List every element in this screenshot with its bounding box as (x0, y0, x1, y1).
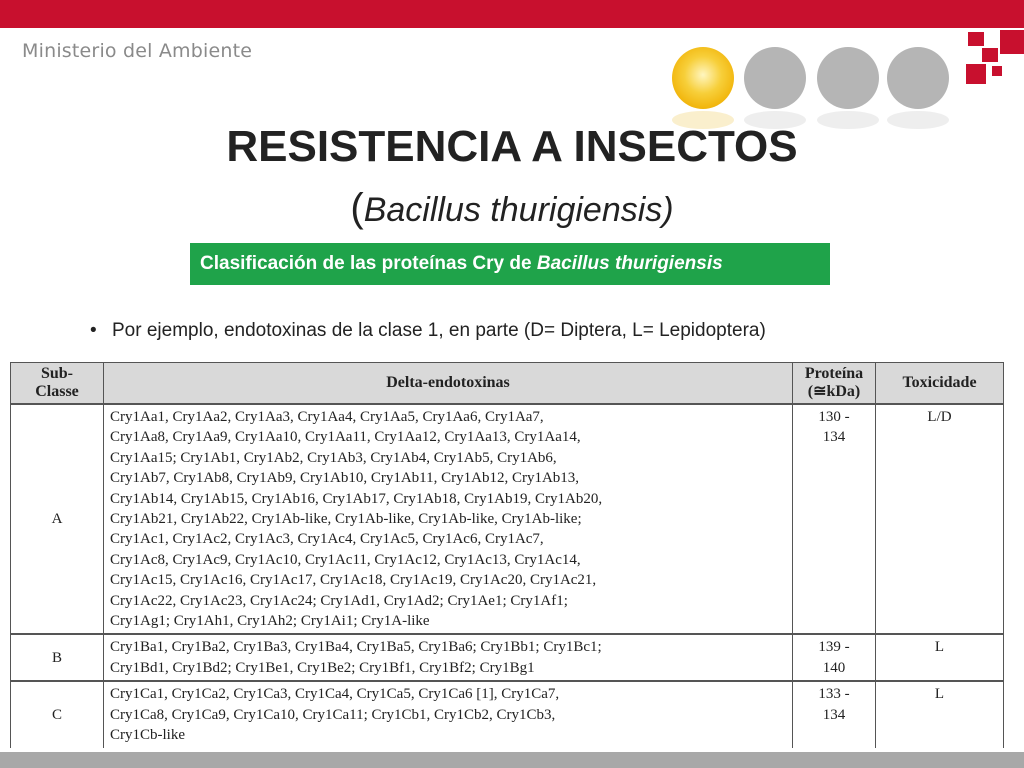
header-endotoxinas: Delta-endotoxinas (104, 363, 793, 405)
banner-text: Clasificación de las proteínas Cry de (200, 253, 537, 274)
grey-circle-icon (817, 47, 879, 109)
bullet-point (90, 320, 766, 342)
banner-species: Bacillus thurigiensis (536, 253, 723, 274)
cell-endotoxinas: Cry1Ba1, Cry1Ba2, Cry1Ba3, Cry1Ba4, Cry1Ba5, Cry1Ba6; Cry1Bb1; Cry1Bc1; Cry1Bd1, Cry1Bd2; Cry1Be1, Cry1Be2; Cry1Bf1, Cry1Bf2; Cry1Bg1 (104, 634, 793, 681)
top-red-bar (0, 0, 1024, 28)
cry-table-container (10, 362, 1004, 744)
ministry-name: Ministerio del Ambiente (22, 40, 253, 62)
table-row (11, 681, 1004, 747)
table-header-row (11, 363, 1004, 405)
cell-subclasse: B (11, 634, 104, 681)
slide-subtitle (0, 186, 1024, 231)
classification-banner (190, 243, 830, 285)
cell-toxicidade: L (876, 634, 1004, 681)
decorative-circles (672, 47, 962, 127)
table-row (11, 634, 1004, 681)
grey-circle-icon (887, 47, 949, 109)
grey-circle-icon (744, 47, 806, 109)
bullet-text: Por ejemplo, endotoxinas de la clase 1, en parte (D= Diptera, L= Lepidoptera) (112, 320, 766, 341)
bottom-grey-bar (0, 752, 1024, 768)
subtitle-species: Bacillus thurigiensis) (363, 191, 674, 229)
slide-title: RESISTENCIA A INSECTOS (226, 122, 798, 171)
cell-subclasse: A (11, 404, 104, 634)
cell-proteina: 130 - 134 (793, 404, 876, 634)
table-row (11, 404, 1004, 634)
header-proteina: Proteína (≅kDa) (793, 363, 876, 405)
cell-subclasse: C (11, 681, 104, 747)
cell-proteina: 133 - 134 (793, 681, 876, 747)
cell-toxicidade: L/D (876, 404, 1004, 634)
cell-endotoxinas: Cry1Aa1, Cry1Aa2, Cry1Aa3, Cry1Aa4, Cry1Aa5, Cry1Aa6, Cry1Aa7, Cry1Aa8, Cry1Aa9, Cry1Aa10, Cry1Aa11, Cry1Aa12, Cry1Aa13, Cry1Aa14, Cry1Aa15; Cry1Ab1, Cry1Ab2, Cry1Ab3, Cry1Ab4, Cry1Ab5, Cry1Ab6, Cry1Ab7, Cry1Ab8, Cry1Ab9, Cry1Ab10, Cry1Ab11, Cry1Ab12, Cry1Ab13, Cry1Ab14, Cry1Ab15, Cry1Ab16, Cry1Ab17, Cry1Ab18, Cry1Ab19, Cry1Ab20, Cry1Ab21, Cry1Ab22, Cry1Ab-like, Cry1Ab-like, Cry1Ab-like, Cry1Ab-like; Cry1Ac1, Cry1Ac2, Cry1Ac3, Cry1Ac4, Cry1Ac5, Cry1Ac6, Cry1Ac7, Cry1Ac8, Cry1Ac9, Cry1Ac10, Cry1Ac11, Cry1Ac12, Cry1Ac13, Cry1Ac14, Cry1Ac15, Cry1Ac16, Cry1Ac17, Cry1Ac18, Cry1Ac19, Cry1Ac20, Cry1Ac21, Cry1Ac22, Cry1Ac23, Cry1Ac24; Cry1Ad1, Cry1Ad2; Cry1Ae1; Cry1Af1; Cry1Ag1; Cry1Ah1, Cry1Ah2; Cry1Ai1; Cry1A-like (104, 404, 793, 634)
header-toxicidade: Toxicidade (876, 363, 1004, 405)
cry-table (10, 362, 1004, 748)
cell-endotoxinas: Cry1Ca1, Cry1Ca2, Cry1Ca3, Cry1Ca4, Cry1Ca5, Cry1Ca6 [1], Cry1Ca7, Cry1Ca8, Cry1Ca9, Cry1Ca10, Cry1Ca11; Cry1Cb1, Cry1Cb2, Cry1Cb3, Cry1Cb-like (104, 681, 793, 747)
cell-toxicidade: L (876, 681, 1004, 747)
bullet-icon: • (90, 320, 97, 341)
ministry-logo-icon (962, 18, 1024, 88)
header-subclasse: Sub- Classe (11, 363, 104, 405)
subtitle-open-paren: ( (350, 186, 364, 230)
cell-proteina: 139 - 140 (793, 634, 876, 681)
gold-circle-icon (672, 47, 734, 109)
